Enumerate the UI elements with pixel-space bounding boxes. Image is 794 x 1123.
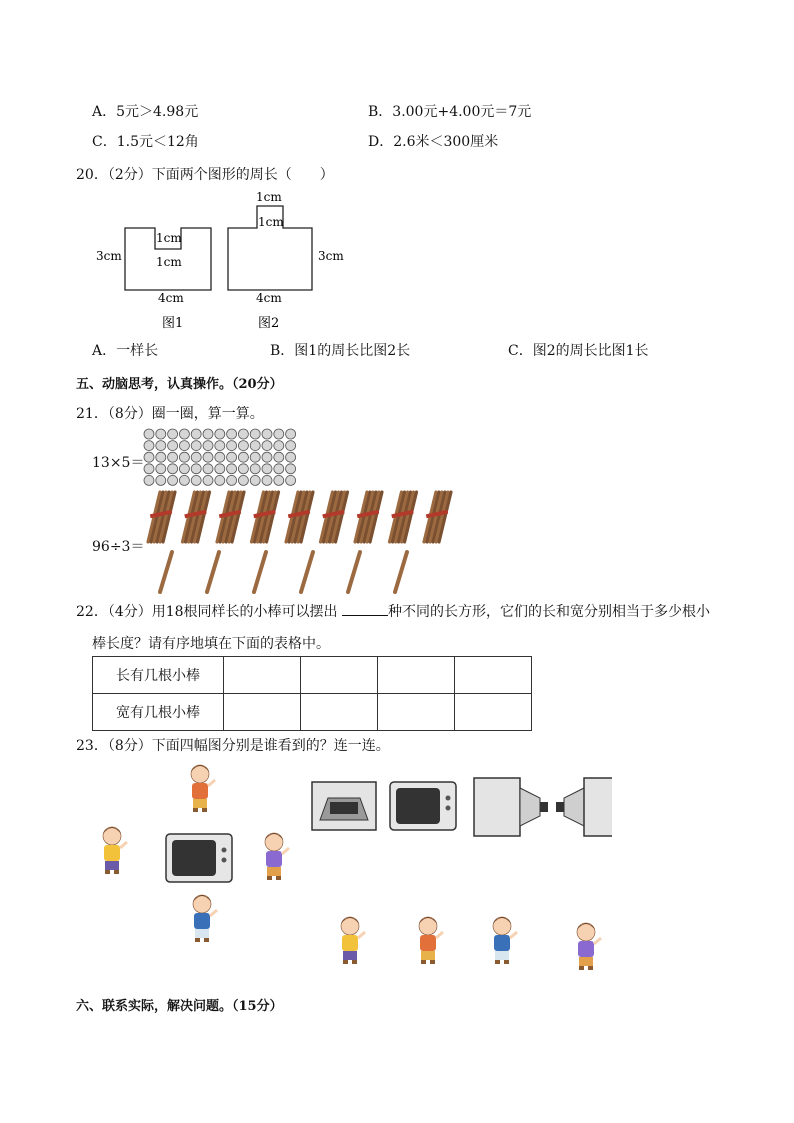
dot <box>250 441 260 451</box>
dot <box>215 441 225 451</box>
dot <box>203 441 213 451</box>
dot <box>274 441 284 451</box>
single-stick <box>301 552 313 592</box>
stick-bundle <box>286 492 313 542</box>
dot <box>250 464 260 474</box>
q23-illustration <box>92 758 612 988</box>
figure1-bottom-label: 4cm <box>158 291 184 305</box>
view-side-right <box>474 778 548 836</box>
figure2-tab-top-label: 1cm <box>256 190 282 204</box>
dot <box>203 464 213 474</box>
q22-answer-table <box>92 656 532 731</box>
boy-back <box>493 917 517 964</box>
figure1-notch-bottom-label: 1cm <box>156 255 182 269</box>
q21-equation-1: 13×5＝ <box>92 455 145 471</box>
figure1-left-label: 3cm <box>96 249 122 263</box>
table-cell[interactable] <box>301 694 378 731</box>
stick-bundle <box>321 492 348 542</box>
dot <box>203 475 213 485</box>
dot <box>191 452 201 462</box>
dot <box>168 429 178 439</box>
stick-bundle <box>252 492 279 542</box>
q20-stem: 20．（2分）下面两个图形的周长（ ） <box>76 167 334 183</box>
dot <box>274 452 284 462</box>
q21-stem: 21．（8分）圈一圈，算一算。 <box>76 406 264 422</box>
dot <box>274 464 284 474</box>
dot <box>179 452 189 462</box>
dot <box>227 464 237 474</box>
girl-purple <box>577 923 601 970</box>
single-stick <box>348 552 360 592</box>
dot <box>203 452 213 462</box>
single-stick <box>254 552 266 592</box>
dot-array-13x5 <box>143 428 303 488</box>
dot <box>168 464 178 474</box>
dot <box>156 452 166 462</box>
dot <box>191 464 201 474</box>
dot <box>262 452 272 462</box>
q21-equation-2: 96÷3＝ <box>92 539 145 555</box>
dot <box>179 429 189 439</box>
view-side-left <box>556 778 612 836</box>
q22-answer-blank[interactable] <box>342 603 388 616</box>
q20-option-c: C．图2的周长比图1长 <box>508 343 649 359</box>
dot <box>250 429 260 439</box>
girl-behind-tv <box>191 765 215 812</box>
dot <box>227 429 237 439</box>
q19-option-b: B．3.00元+4.00元＝7元 <box>368 104 532 120</box>
dot <box>215 452 225 462</box>
stick-bundle <box>424 492 451 542</box>
dot <box>227 452 237 462</box>
dot <box>144 452 154 462</box>
view-top <box>312 782 376 830</box>
q22-stem-line1 <box>76 601 710 621</box>
q20-option-b: B．图1的周长比图2长 <box>270 343 411 359</box>
dot <box>286 475 296 485</box>
dot <box>168 475 178 485</box>
q22-stem-after: 种不同的长方形，它们的长和宽分别相当于多少根小 <box>388 604 710 620</box>
figure2-right-label: 3cm <box>318 249 344 263</box>
dot <box>179 441 189 451</box>
q22-stem-before: 22．（4分）用18根同样长的小棒可以摆出 <box>76 604 338 620</box>
girl-orange <box>419 917 443 964</box>
boy-front-of-tv <box>193 895 217 942</box>
tv-center <box>166 834 232 882</box>
dot <box>144 475 154 485</box>
dot <box>156 475 166 485</box>
dot <box>203 429 213 439</box>
q20-figures <box>92 186 352 332</box>
q23-stem: 23．（8分）下面四幅图分别是谁看到的？连一连。 <box>76 738 390 754</box>
figure2-bottom-label: 4cm <box>256 291 282 305</box>
single-stick <box>395 552 407 592</box>
table-row-length <box>93 657 532 694</box>
dot <box>262 441 272 451</box>
section6-title: 六、联系实际，解决问题。（15分） <box>76 999 283 1014</box>
table-cell[interactable] <box>455 694 532 731</box>
dot <box>286 464 296 474</box>
dot <box>274 475 284 485</box>
table-cell[interactable] <box>301 657 378 694</box>
dot <box>168 441 178 451</box>
dot <box>238 441 248 451</box>
stick-bundle <box>148 492 175 542</box>
q20-option-a: A．一样长 <box>92 343 159 359</box>
dot <box>238 429 248 439</box>
boy-yellow <box>341 917 365 964</box>
stick-bundle <box>355 492 382 542</box>
dot <box>227 475 237 485</box>
dot <box>262 429 272 439</box>
boy-left-of-tv <box>103 827 127 874</box>
dot <box>250 452 260 462</box>
dot <box>274 429 284 439</box>
stick-bundles-96 <box>140 488 456 594</box>
dot <box>215 464 225 474</box>
figure2-tab-side-label: 1cm <box>258 215 284 229</box>
q19-option-d: D．2.6米＜300厘米 <box>368 134 499 150</box>
dot <box>144 464 154 474</box>
single-stick <box>207 552 219 592</box>
table-cell[interactable] <box>455 657 532 694</box>
girl-right-of-tv <box>265 833 289 880</box>
dot <box>238 475 248 485</box>
dot <box>286 441 296 451</box>
dot <box>179 475 189 485</box>
table-cell[interactable] <box>224 694 301 731</box>
dot <box>191 429 201 439</box>
dot <box>262 475 272 485</box>
single-stick <box>160 552 172 592</box>
q22-stem-line2: 棒长度？请有序地填在下面的表格中。 <box>92 636 330 652</box>
dot <box>286 429 296 439</box>
dot <box>215 429 225 439</box>
dot <box>156 441 166 451</box>
section5-title: 五、动脑思考，认真操作。（20分） <box>76 377 283 392</box>
dot <box>238 464 248 474</box>
dot <box>179 464 189 474</box>
dot <box>238 452 248 462</box>
figure1-caption: 图1 <box>162 316 184 331</box>
table-row-width <box>93 694 532 731</box>
figure1-notch-side-label: 1cm <box>156 231 182 245</box>
dot <box>262 464 272 474</box>
dot <box>227 441 237 451</box>
row-header-width: 宽有几根小棒 <box>93 694 224 731</box>
q19-option-a: A．5元＞4.98元 <box>92 104 199 120</box>
table-cell[interactable] <box>378 694 455 731</box>
dot <box>250 475 260 485</box>
dot <box>191 441 201 451</box>
table-cell[interactable] <box>378 657 455 694</box>
dot <box>191 475 201 485</box>
dot <box>168 452 178 462</box>
dot <box>144 441 154 451</box>
row-header-length: 长有几根小棒 <box>93 657 224 694</box>
q19-option-c: C．1.5元＜12角 <box>92 134 199 150</box>
dot <box>144 429 154 439</box>
dot <box>156 429 166 439</box>
dot <box>286 452 296 462</box>
table-cell[interactable] <box>224 657 301 694</box>
view-front <box>390 782 456 830</box>
stick-bundle <box>390 492 417 542</box>
dot <box>215 475 225 485</box>
stick-bundle <box>217 492 244 542</box>
figure2-caption: 图2 <box>258 316 280 331</box>
dot <box>156 464 166 474</box>
stick-bundle <box>183 492 210 542</box>
